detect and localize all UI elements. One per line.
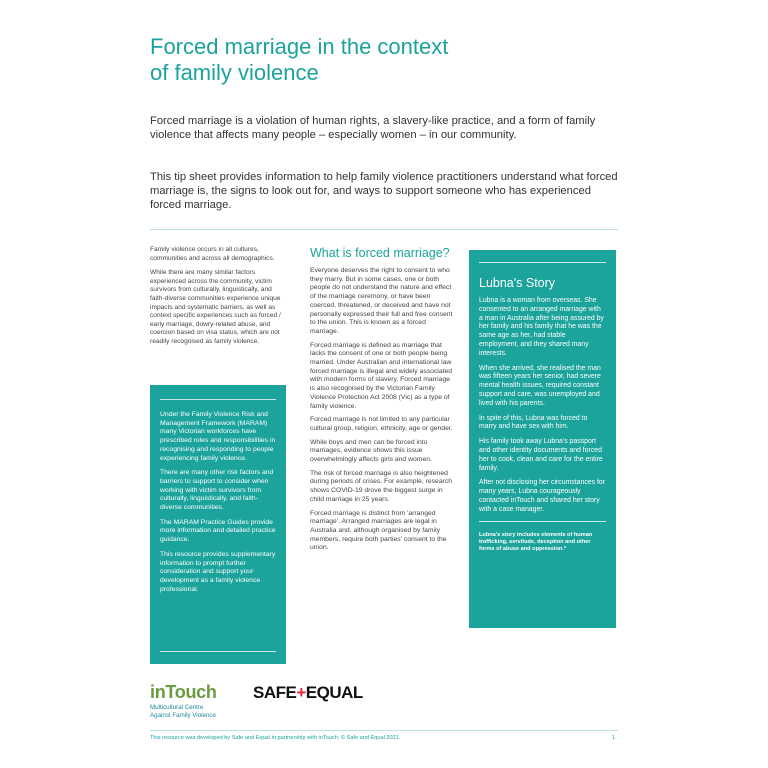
- top-divider: [150, 229, 618, 230]
- safe-and-equal-logo: [253, 683, 363, 703]
- story-paragraph-1: Lubna is a woman from overseas. She consented to an arranged marriage with a man in Australia after being assured by her family and his family that he was the same age as her, had stable employment, and they shared many interests.: [479, 297, 604, 357]
- left-column: [150, 246, 286, 353]
- middle-paragraph-5: The risk of forced marriage is also heightened during periods of crises. For example, research shows COVID-19 drove the biggest surge in child marriage in 25 years.: [310, 469, 453, 503]
- maram-paragraph-3: The MARAM Practice Guides provide more information and detailed practice guidance.: [160, 518, 276, 544]
- story-heading: Lubna's Story: [479, 276, 556, 290]
- story-divider-2: [479, 521, 606, 522]
- left-paragraph-1: Family violence occurs in all cultures, communities and across all demographics.: [150, 246, 275, 262]
- page-title-line-2: of family violence: [150, 60, 319, 85]
- footer-credit: This resource was developed by Safe and Equal in partnership with inTouch. © Safe and Equal 2021.: [150, 735, 401, 741]
- section-heading: What is forced marriage?: [310, 246, 450, 260]
- box-divider-top: [160, 399, 276, 400]
- safe-word: SAFE: [253, 683, 297, 702]
- middle-column: [310, 246, 454, 558]
- maram-paragraph-2: There are many other risk factors and barriers to support to consider when working with victim survivors from culturally, linguistically, and faith-diverse communities.: [160, 469, 274, 512]
- story-paragraph-2: When she arrived, she realised the man was fifteen years her senior, had severe mental health issues, required constant support and care, was unemployed and lived with his parents.: [479, 364, 601, 407]
- story-paragraph-4: His family took away Lubna's passport and other identity documents and forced her to cook, clean and care for the entire family.: [479, 438, 603, 472]
- maram-paragraph-1: Under the Family Violence Risk and Management Framework (MARAM) many Victorian workforces have prescribed roles and responsibilities in recognising and responding to people experiencing family violence.: [160, 411, 276, 462]
- intouch-tagline-2: Against Family Violence: [150, 711, 216, 719]
- maram-paragraph-4: This resource provides supplementary information to prompt further consideration and support your development as a family violence professional.: [160, 550, 276, 593]
- page-number: 1: [612, 735, 616, 741]
- page-title-line-1: Forced marriage in the context: [150, 34, 449, 59]
- intouch-logo: [150, 682, 250, 719]
- story-paragraph-3: In spite of this, Lubna was forced to marry and have sex with him.: [479, 414, 588, 431]
- page-title: [150, 34, 620, 86]
- equal-word: EQUAL: [305, 683, 363, 702]
- intouch-tagline-1: Multicultural Centre: [150, 704, 204, 711]
- intouch-wordmark: inTouch: [150, 682, 217, 702]
- plus-icon: +: [296, 683, 306, 702]
- middle-paragraph-4: While boys and men can be forced into marriages, evidence shows this issue overwhelmingly affects girls and women.: [310, 438, 432, 464]
- middle-paragraph-6: Forced marriage is distinct from 'arranged marriage'. Arranged marriages are legal in Australia and, although organised by family members, require both parties' consent to the union.: [310, 509, 447, 552]
- intro-paragraph-1: Forced marriage is a violation of human rights, a slavery-like practice, and a form of family violence that affects many people – especially women – in our community.: [150, 115, 596, 141]
- story-paragraph-5: After not disclosing her circumstances for many years, Lubna courageously contacted inTouch and shared her story with a case manager.: [479, 479, 605, 513]
- middle-paragraph-2: Forced marriage is defined as marriage that lacks the consent of one or both people being married. Under Australian and international law forced marriage is illegal and widely associated with modern forms of slavery. Forced marriage is also recognised by the Victorian Family Violence Protection Act 2008 (Vic) as a type of family violence.: [310, 341, 453, 410]
- story-note: Lubna's story includes elements of human trafficking, servitude, deception and other forms of abuse and oppression.*: [479, 531, 593, 552]
- maram-info-box: [150, 385, 286, 664]
- middle-paragraph-3: Forced marriage is not limited to any particular cultural group, religion, ethnicity, age or gender.: [310, 416, 453, 432]
- story-box: [469, 250, 616, 628]
- box-divider-bottom: [160, 651, 276, 652]
- middle-paragraph-1: Everyone deserves the right to consent to who they marry. But in some cases, one or both people do not understand the nature and effect of the marriage ceremony, or have been coerced, threatened, or deceived and have not personally expressed their full and free consent to the union. This is known as a forced marriage.: [310, 267, 453, 335]
- story-divider: [479, 262, 606, 263]
- left-paragraph-2: While there are many similar factors experienced across the community, victim survivors from culturally, linguistically, and faith-diverse communities experience unique impacts and systematic barriers, as well as context specific experiences such as forced / early marriage, dowry-related abuse, and coercion based on visa status, which are not readily recognised as family violence.: [150, 269, 281, 345]
- bottom-divider: [150, 730, 618, 731]
- intro-paragraph-2: This tip sheet provides information to help family violence practitioners understand what forced marriage is, the signs to look out for, and ways to support someone who has experienced forced marriage.: [150, 171, 618, 211]
